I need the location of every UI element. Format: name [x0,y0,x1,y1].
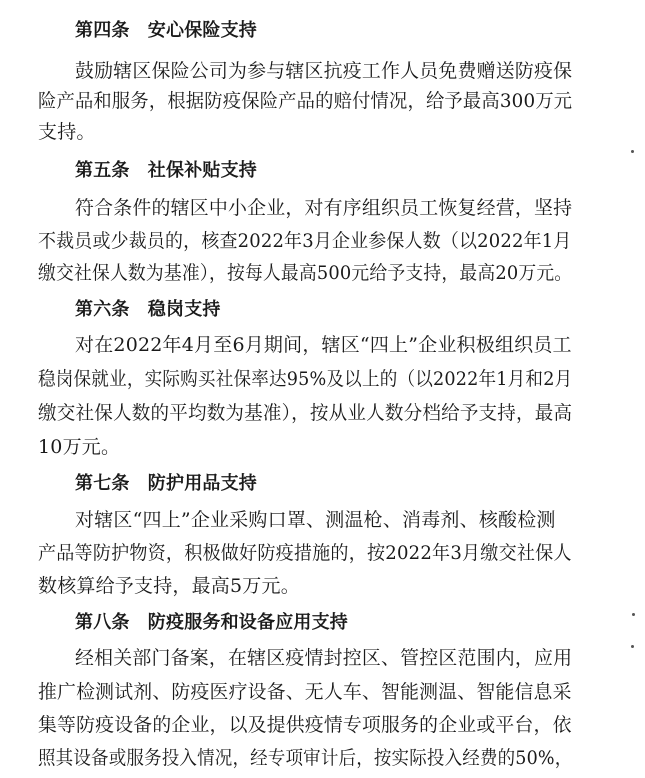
article-7-line-1: 对辖区“四上”企业采购口罩、测温枪、消毒剂、核酸检测 [75,509,556,531]
article-4-heading: 第四条 安心保险支持 [75,20,257,41]
article-6-heading: 第六条 稳岗支持 [75,299,221,320]
article-6-line-2: 稳岗保就业，实际购买社保率达95%及以上的（以2022年1月和2月 [38,368,573,390]
article-5-heading: 第五条 社保补贴支持 [75,160,257,181]
article-6-line-3: 缴交社保人数的平均数为基准），按从业人数分档给予支持，最高 [38,402,573,424]
article-4-line-1: 鼓励辖区保险公司为参与辖区抗疫工作人员免费赠送防疫保 [75,60,573,82]
article-4-line-2: 险产品和服务，根据防疫保险产品的赔付情况，给予最高300万元 [38,90,573,112]
article-5-line-1: 符合条件的辖区中小企业，对有序组织员工恢复经营，坚持 [75,197,573,219]
article-8-line-4: 照其设备或服务投入情况，经专项审计后，按实际投入经费的50%， [38,747,573,769]
article-8-heading: 第八条 防疫服务和设备应用支持 [75,612,348,633]
article-8-line-2: 推广检测试剂、防疫医疗设备、无人车、智能测温、智能信息采 [38,681,572,703]
article-7-line-2: 产品等防护物资，积极做好防疫措施的，按2022年3月缴交社保人 [38,542,572,564]
article-6-line-4: 10万元。 [38,436,121,458]
article-8-line-3: 集等防疫设备的企业，以及提供疫情专项服务的企业或平台，依 [38,714,572,736]
article-4-line-3: 支持。 [38,121,96,143]
article-7-heading: 第七条 防护用品支持 [75,473,257,494]
scan-speck [631,645,634,648]
scan-speck [632,613,635,616]
article-8-line-1: 经相关部门备案，在辖区疫情封控区、管控区范围内，应用 [75,647,573,669]
article-6-line-1: 对在2022年4月至6月期间，辖区“四上”企业积极组织员工 [75,334,572,356]
article-5-line-3: 缴交社保人数为基准），按每人最高500元给予支持，最高20万元。 [38,262,573,284]
article-5-line-2: 不裁员或少裁员的，核查2022年3月企业参保人数（以2022年1月 [38,230,572,252]
article-7-line-3: 数核算给予支持，最高5万元。 [38,575,300,597]
scan-speck [631,150,634,153]
